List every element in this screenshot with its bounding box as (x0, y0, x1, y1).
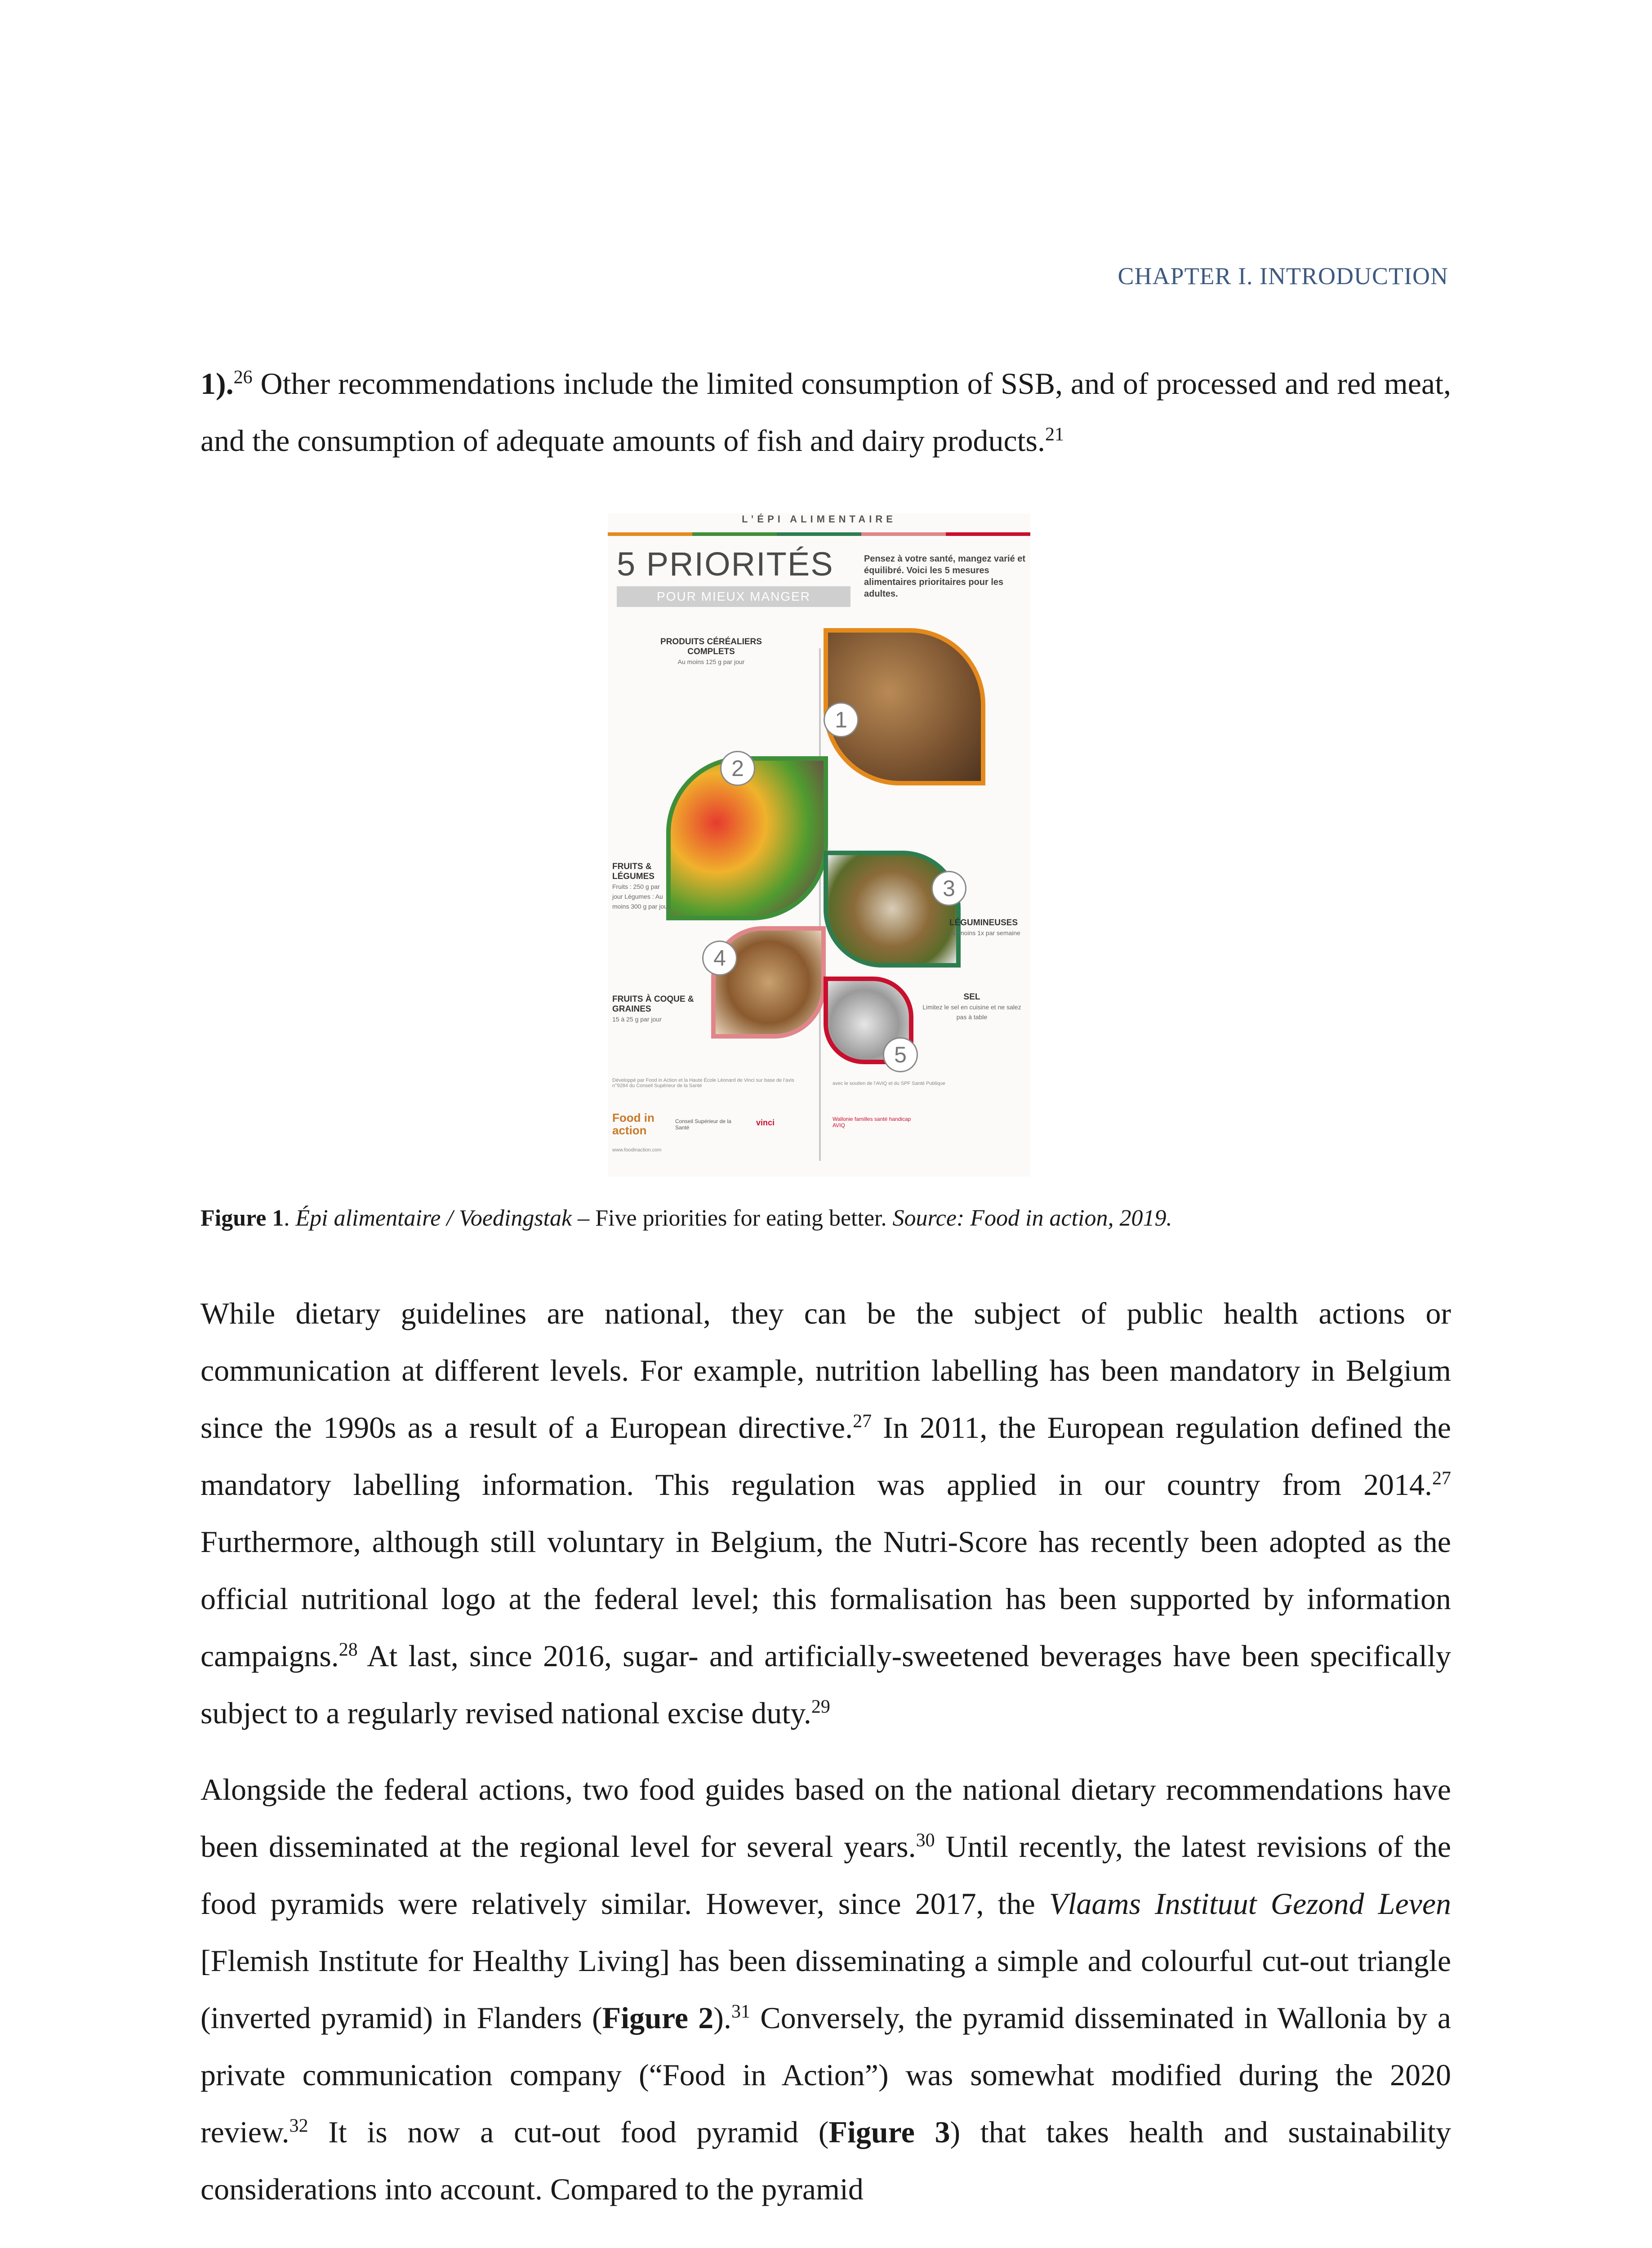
leaf-legumes-image (824, 851, 961, 968)
figure-ref: Figure 2 (602, 2001, 714, 2035)
logo-food-in-action: Food in action (612, 1111, 655, 1137)
poster-title: 5 PRIORITÉS (617, 545, 834, 583)
figure-ref: Figure 3 (828, 2115, 950, 2149)
label-legumes: LÉGUMINEUSES Au moins 1x par semaine (949, 918, 1020, 937)
paragraph-regional-guides: Alongside the federal actions, two food guides based on the national dietary recommendations have been disseminated at the regional level for several years.$^{30}$ Until recently, the latest revisions of the food pyramids were relatively similar. However, since 2017, the Vlaams Instituut Gezond Leven [Flemish Institute for Healthy Living] has been disseminating a simple and colourful cut-out triangle (inverted pyramid) in Flanders (Figure 2).$^{31}$ Conversely, the pyramid disseminated in Wallonia by a private communication company (“Food in Action”) was somewhat modified during the 2020 review.$^{32}$ It is now a cut-out food pyramid (Figure 3) that takes health and sustainability considerations into account. Compared to the pyramid (200, 1772, 1452, 2206)
running-head: CHAPTER I. INTRODUCTION (1118, 263, 1448, 290)
paragraph-text: Other recommendations include the limited consumption of SSB, and of processed and red meat, and the consumption of adequate amounts of fish and dairy products. (200, 366, 1451, 458)
leaf-number-1: 1 (824, 702, 859, 737)
caption-separator: . (284, 1205, 296, 1231)
logo-aviq: Wallonie familles santé handicap AVIQ (833, 1116, 911, 1128)
figure-ref: 1). (200, 366, 234, 401)
caption-label: Figure 1 (200, 1205, 284, 1231)
leaf-number-3: 3 (931, 871, 966, 906)
poster-credit-left: Développé par Food in Action et la Haute École Léonard de Vinci sur base de l’avis n°9284 du Conseil Supérieur de la Santé (612, 1078, 794, 1088)
leaf-number-5: 5 (883, 1037, 918, 1072)
caption-description: – Five priorities for eating better. (572, 1205, 893, 1231)
figure-poster (608, 513, 1030, 1177)
institute-name: Vlaams Instituut Gezond Leven (1049, 1887, 1452, 1921)
poster-url: www.foodinaction.com (612, 1147, 662, 1153)
caption-title: Épi alimentaire / Voedingstak (295, 1205, 572, 1231)
citation: 31 (731, 2001, 750, 2022)
poster-color-rule (608, 532, 1030, 536)
figure-caption (200, 1205, 1451, 1231)
logo-conseil-superieur: Conseil Supérieur de la Santé (675, 1118, 731, 1131)
poster-intro: Pensez à votre santé, mangez varié et équilibré. Voici les 5 mesures alimentaires prioritaires pour les adultes. (864, 554, 1026, 599)
citation: 28 (338, 1639, 358, 1660)
poster-credit-right: avec le soutien de l’AViQ et du SPF Santé Publique (833, 1081, 945, 1086)
poster-kicker: L’ÉPI ALIMENTAIRE (742, 513, 896, 525)
label-nuts-seeds: FRUITS À COQUE & GRAINES 15 à 25 g par jour (612, 995, 694, 1023)
poster-stem (819, 648, 821, 1161)
label-fruits-vegetables: FRUITS & LÉGUMES Fruits : 250 g par jour Légumes : Au moins 300 g par jour (612, 862, 670, 910)
caption-source: Source: Food in action, 2019. (892, 1205, 1172, 1231)
citation: 27 (1432, 1468, 1451, 1489)
paragraph-intro-continuation (200, 355, 1451, 469)
poster-subtitle: POUR MIEUX MANGER (617, 586, 850, 607)
citation: 26 (233, 367, 253, 388)
paragraph-guidelines: While dietary guidelines are national, they can be the subject of public health actions or communication at different levels. For example, nutrition labelling has been mandatory in Belgium since the 1990s as a result of a European directive.$^{27}$ In 2011, the European regulation defined the mandatory labelling information. This regulation was applied in our country from 2014.27 Furthermore, although still voluntary in Belgium, the Nutri-Score has recently been adopted as the official nutritional logo at the federal level; this formalisation has been supported by information campaigns.$^{28}$ At last, since 2016, sugar- and artificially-sweetened beverages have been specifically subject to a regularly revised national excise duty.$^{29}$ (200, 1296, 1451, 1730)
citation: 32 (289, 2115, 308, 2136)
leaf-number-4: 4 (702, 941, 737, 976)
label-cereals: PRODUITS CÉRÉALIERS COMPLETS Au moins 125 g par jour (660, 637, 762, 665)
citation: 27 (853, 1411, 872, 1432)
citation: 21 (1045, 424, 1064, 445)
logo-vinci: vinci (756, 1118, 775, 1127)
citation: 30 (916, 1830, 935, 1851)
label-salt: SEL Limitez le sel en cuisine et ne salez pas à table (922, 992, 1021, 1021)
leaf-number-2: 2 (720, 751, 755, 786)
citation: 29 (811, 1696, 830, 1717)
